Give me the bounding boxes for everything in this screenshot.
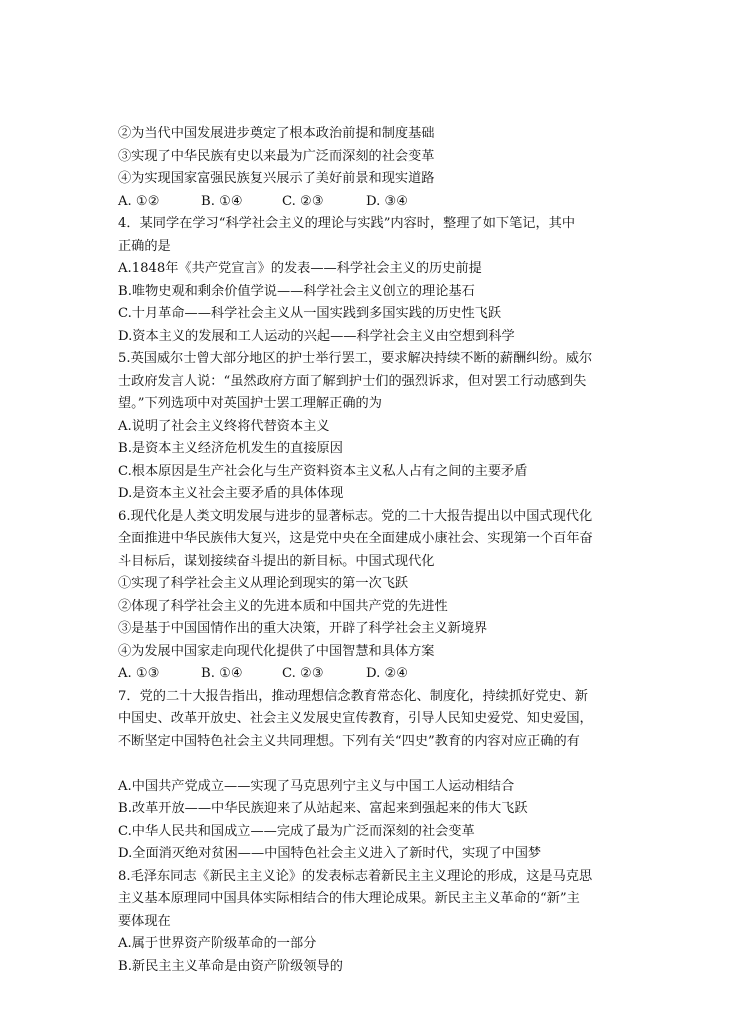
q3-statement-3: ③实现了中华民族有史以来最为广泛而深刻的社会变革 [118, 148, 435, 164]
q6-statement-4: ④为发展中国家走向现代化提供了中国智慧和具体方案 [118, 643, 435, 659]
q4-option-c: C.十月革命——科学社会主义从一国实践到多国实践的历史性飞跃 [118, 306, 502, 321]
q7-option-a: A.中国共产党成立——实现了马克思列宁主义与中国工人运动相结合 [118, 778, 515, 794]
q3-options [118, 191, 618, 214]
q8-stem-line-2: 主义基本原理同中国具体实际相结合的伟大理论成果。新民主主义革命的“新”主 [118, 891, 580, 906]
q3-option-c: C. ②③ [282, 193, 324, 209]
q7-stem-line-2: 中国史、改革开放史、社会主义发展史宣传教育，引导人民知史爱党、知史爱国， [118, 711, 593, 726]
q5-option-c: C.根本原因是生产社会化与生产资料资本主义私人占有之间的主要矛盾 [118, 463, 528, 479]
q6-stem-line-2: 全面推进中华民族伟大复兴，这是党中央在全面建成小康社会、实现第一个百年奋 [118, 531, 593, 546]
q5-option-a: A.说明了社会主义终将代替资本主义 [118, 418, 330, 434]
q7-option-c: C.中华人民共和国成立——完成了最为广泛而深刻的社会变革 [118, 823, 475, 839]
blank-line [118, 753, 618, 776]
q3-option-a: A. ①② [118, 193, 160, 209]
q6-option-c: C. ②③ [282, 666, 324, 681]
q7-stem-line-3: 不断坚定中国特色社会主义共同理想。下列有关“四史”教育的内容对应正确的有 [118, 733, 580, 749]
q6-option-d: D. ②④ [366, 666, 409, 681]
q3-option-d: D. ③④ [366, 193, 409, 209]
q6-statement-3: ③是基于中国国情作出的重大决策，开辟了科学社会主义新境界 [118, 621, 488, 636]
q8-option-a: A.属于世界资产阶级革命的一部分 [118, 936, 317, 951]
q4-option-a: A.1848年《共产党宣言》的发表——科学社会主义的历史前提 [118, 261, 482, 276]
q8-option-b: B.新民主主义革命是由资产阶级领导的 [118, 958, 343, 974]
q4-option-b: B.唯物史观和剩余价值学说——科学社会主义创立的理论基石 [118, 283, 475, 299]
q6-stem-line-1: 6.现代化是人类文明发展与进步的显著标志。党的二十大报告提出以中国式现代化 [118, 508, 593, 524]
q8-stem-line-3: 要体现在 [118, 913, 171, 929]
q7-option-b: B.改革开放——中华民族迎来了从站起来、富起来到强起来的伟大飞跃 [118, 801, 528, 816]
q3-statement-2: ②为当代中国发展进步奠定了根本政治前提和制度基础 [118, 126, 435, 141]
q6-option-a: A. ①③ [118, 666, 160, 681]
exam-text [118, 123, 618, 978]
q5-option-b: B.是资本主义经济危机发生的直接原因 [118, 441, 343, 456]
q7-option-d: D.全面消灭绝对贫困——中国特色社会主义进入了新时代，实现了中国梦 [118, 846, 542, 861]
q6-statement-1: ①实现了科学社会主义从理论到现实的第一次飞跃 [118, 576, 409, 591]
q6-statement-2: ②体现了科学社会主义的先进本质和中国共产党的先进性 [118, 598, 448, 614]
q3-option-b: B. ①④ [201, 193, 243, 209]
q3-statement-4: ④为实现国家富强民族复兴展示了美好前景和现实道路 [118, 171, 435, 186]
q6-stem-line-3: 斗目标后，谋划接续奋斗提出的新目标。中国式现代化 [118, 553, 435, 569]
q5-stem-line-2: 士政府发言人说：“虽然政府方面了解到护士们的强烈诉求，但对罢工行动感到失 [118, 373, 587, 389]
q4-stem-line-1: 4．某同学在学习“科学社会主义的理论与实践”内容时，整理了如下笔记，其中 [118, 216, 576, 231]
q4-stem-line-2: 正确的是 [118, 238, 171, 254]
q5-stem-line-1: 5.英国威尔士曾大部分地区的护士举行罢工，要求解决持续不断的薪酬纠纷。威尔 [118, 351, 593, 366]
q8-stem-line-1: 8.毛泽东同志《新民主主义论》的发表标志着新民主主义理论的形成，这是马克思 [118, 868, 593, 884]
q5-stem-line-3: 望。”下列选项中对英国护士罢工理解正确的为 [118, 396, 382, 411]
q7-stem-line-1: 7．党的二十大报告指出，推动理想信念教育常态化、制度化，持续抓好党史、新 [118, 688, 588, 704]
q6-options [118, 663, 618, 686]
q5-option-d: D.是资本主义社会主要矛盾的具体体现 [118, 486, 344, 501]
q6-option-b: B. ①④ [201, 666, 243, 681]
q4-option-d: D.资本主义的发展和工人运动的兴起——科学社会主义由空想到科学 [118, 328, 515, 344]
